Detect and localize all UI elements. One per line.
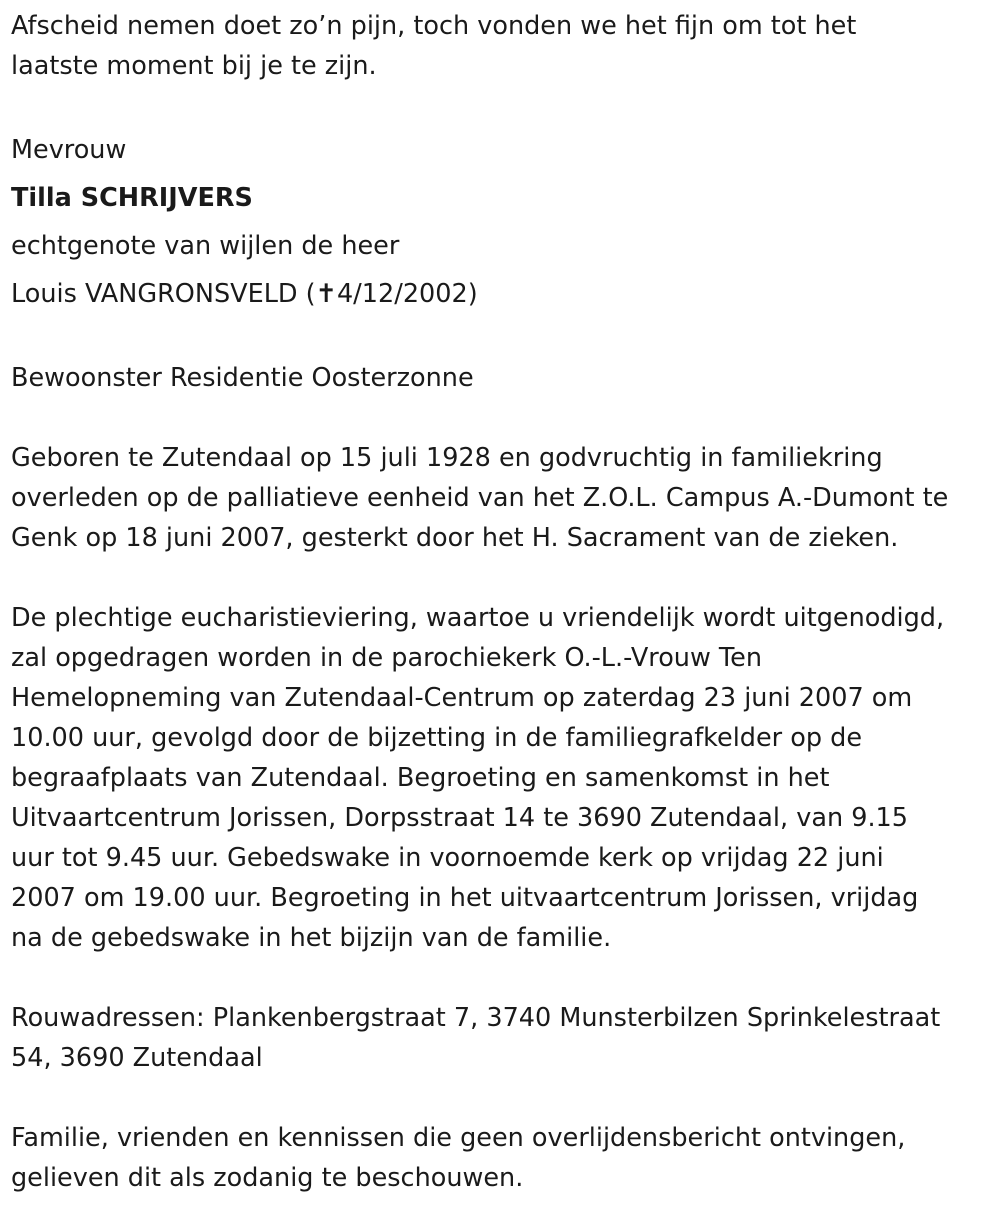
paragraph-line: Hemelopneming van Zutendaal-Centrum op zaterdag 23 juni 2007 om [11,683,913,713]
spacer [11,558,991,598]
paragraph-line: zal opgedragen worden in de parochiekerk O.-L.-Vrouw Ten [11,643,763,673]
paragraph-line: 2007 om 19.00 uur. Begroeting in het uitvaartcentrum Jorissen, vrijdag [11,883,919,913]
paragraph-line: Genk op 18 juni 2007, gesterkt door het H. Sacrament van de zieken. [11,523,899,553]
birth-death-paragraph [11,438,991,558]
spacer [11,86,991,126]
paragraph-line: De plechtige eucharistieviering, waartoe u vriendelijk wordt uitgenodigd, [11,603,945,633]
addresses-paragraph [11,998,991,1078]
deceased-block [11,126,991,318]
paragraph-line: 54, 3690 Zutendaal [11,1043,263,1073]
paragraph-line: begraafplaats van Zutendaal. Begroeting en samenkomst in het [11,763,830,793]
intro-line: laatste moment bij je te zijn. [11,51,377,81]
paragraph-line: overleden op de palliatieve eenheid van het Z.O.L. Campus A.-Dumont te [11,483,949,513]
spacer [11,1078,991,1118]
honorific: Mevrouw [11,135,127,165]
paragraph-line: uur tot 9.45 uur. Gebedswake in voornoemde kerk op vrijdag 22 juni [11,843,884,873]
spacer [11,318,991,358]
paragraph-line: na de gebedswake in het bijzijn van de familie. [11,923,612,953]
obituary-document [11,0,991,1198]
intro-quote [11,6,991,86]
spouse-name: Louis VANGRONSVELD (✝4/12/2002) [11,279,478,309]
paragraph-line: 10.00 uur, gevolgd door de bijzetting in de familiegrafkelder op de [11,723,863,753]
relation-text: echtgenote van wijlen de heer [11,231,400,261]
intro-line: Afscheid nemen doet zo’n pijn, toch vonden we het fijn om tot het [11,11,857,41]
paragraph-line: Rouwadressen: Plankenbergstraat 7, 3740 Munsterbilzen Sprinkelestraat [11,1003,941,1033]
closing-paragraph [11,1118,991,1198]
residence-text: Bewoonster Residentie Oosterzonne [11,363,474,393]
paragraph-line: Uitvaartcentrum Jorissen, Dorpsstraat 14 te 3690 Zutendaal, van 9.15 [11,803,908,833]
spacer [11,398,991,438]
deceased-name: Tilla SCHRIJVERS [11,183,253,213]
paragraph-line: Familie, vrienden en kennissen die geen overlijdensbericht ontvingen, [11,1123,906,1153]
paragraph-line: Geboren te Zutendaal op 15 juli 1928 en godvruchtig in familiekring [11,443,883,473]
spacer [11,958,991,998]
ceremony-paragraph [11,598,991,958]
paragraph-line: gelieven dit als zodanig te beschouwen. [11,1163,524,1193]
